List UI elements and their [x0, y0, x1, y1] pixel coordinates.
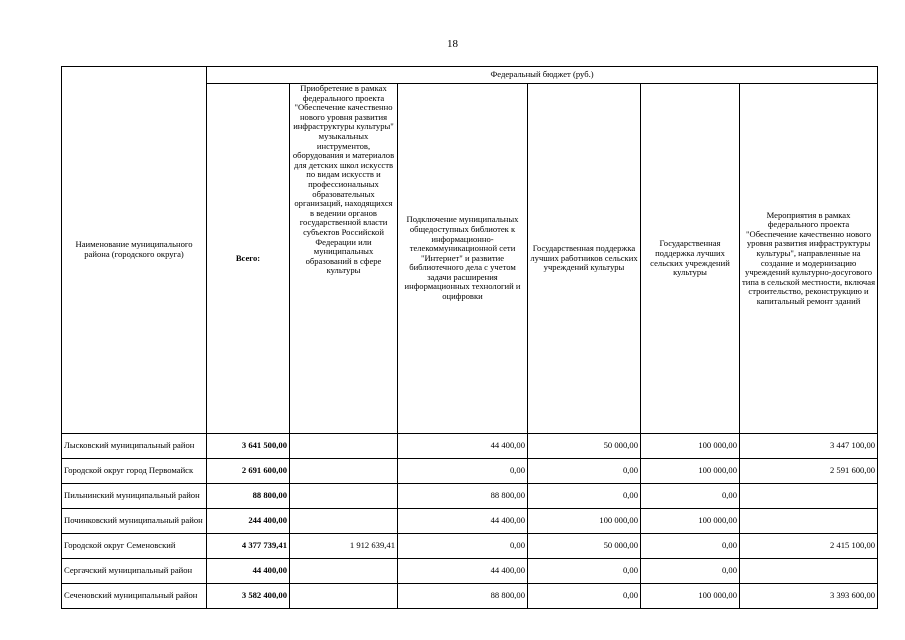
cell-total: 4 377 739,41 — [207, 534, 290, 559]
cell-libraries: 88 800,00 — [398, 584, 528, 609]
cell-infrastructure: 2 591 600,00 — [740, 459, 878, 484]
cell-infrastructure — [740, 509, 878, 534]
cell-total: 2 691 600,00 — [207, 459, 290, 484]
cell-workers: 100 000,00 — [528, 509, 641, 534]
column-header-total: Всего: — [207, 84, 290, 434]
cell-total: 244 400,00 — [207, 509, 290, 534]
cell-institutions: 0,00 — [641, 559, 740, 584]
cell-workers: 50 000,00 — [528, 534, 641, 559]
cell-workers: 0,00 — [528, 559, 641, 584]
table-row — [62, 434, 878, 459]
cell-name: Лысковский муниципальный район — [62, 434, 207, 459]
cell-name: Городской округ город Первомайск — [62, 459, 207, 484]
column-header-workers: Государственная поддержка лучших работников сельских учреждений культуры — [528, 84, 641, 434]
cell-instruments: 1 912 639,41 — [290, 534, 398, 559]
cell-infrastructure: 3 447 100,00 — [740, 434, 878, 459]
cell-institutions: 100 000,00 — [641, 459, 740, 484]
cell-institutions: 100 000,00 — [641, 584, 740, 609]
cell-name: Городской округ Семеновский — [62, 534, 207, 559]
page-number: 18 — [447, 38, 458, 50]
cell-libraries: 44 400,00 — [398, 559, 528, 584]
table-body — [62, 434, 878, 609]
cell-workers: 50 000,00 — [528, 434, 641, 459]
federal-budget-table — [61, 66, 878, 609]
cell-instruments — [290, 434, 398, 459]
table-row — [62, 484, 878, 509]
cell-name: Пильнинский муниципальный район — [62, 484, 207, 509]
cell-total: 88 800,00 — [207, 484, 290, 509]
cell-libraries: 44 400,00 — [398, 509, 528, 534]
column-header-instruments: Приобретение в рамках федерального проекта "Обеспечение качественно нового уровня развития инфраструктуры культуры" музыкальных инструментов, оборудования и материалов для детских школ искусств по видам искусств и профессиональных образовательных организаций, находящихся в ведении органов государственной власти субъектов Российской Федерации или муниципальных образований в сфере культуры — [290, 84, 398, 434]
cell-name: Сеченовский муниципальный район — [62, 584, 207, 609]
cell-workers: 0,00 — [528, 459, 641, 484]
table-row — [62, 584, 878, 609]
cell-instruments — [290, 484, 398, 509]
cell-institutions: 0,00 — [641, 534, 740, 559]
table-row — [62, 534, 878, 559]
cell-libraries: 0,00 — [398, 534, 528, 559]
cell-infrastructure — [740, 484, 878, 509]
cell-infrastructure — [740, 559, 878, 584]
column-header-name: Наименование муниципального района (городского округа) — [62, 67, 207, 434]
cell-institutions: 100 000,00 — [641, 434, 740, 459]
cell-institutions: 0,00 — [641, 484, 740, 509]
cell-instruments — [290, 459, 398, 484]
table-row — [62, 459, 878, 484]
cell-instruments — [290, 584, 398, 609]
cell-infrastructure: 3 393 600,00 — [740, 584, 878, 609]
cell-institutions: 100 000,00 — [641, 509, 740, 534]
cell-total: 3 641 500,00 — [207, 434, 290, 459]
cell-total: 3 582 400,00 — [207, 584, 290, 609]
cell-libraries: 44 400,00 — [398, 434, 528, 459]
column-header-infrastructure: Мероприятия в рамках федерального проекта "Обеспечение качественно нового уровня развития инфраструктуры культуры", направленные на создание и модернизацию учреждений культурно-досугового типа в сельской местности, включая строительство, реконструкцию и капитальный ремонт зданий — [740, 84, 878, 434]
table-header-row-top — [62, 67, 878, 84]
column-header-institutions: Государственная поддержка лучших сельских учреждений культуры — [641, 84, 740, 434]
cell-infrastructure: 2 415 100,00 — [740, 534, 878, 559]
cell-workers: 0,00 — [528, 584, 641, 609]
cell-total: 44 400,00 — [207, 559, 290, 584]
cell-workers: 0,00 — [528, 484, 641, 509]
cell-instruments — [290, 509, 398, 534]
table-row — [62, 559, 878, 584]
cell-name: Починковский муниципальный район — [62, 509, 207, 534]
column-header-libraries: Подключение муниципальных общедоступных библиотек к информационно-телекоммуникационной сети "Интернет" и развитие библиотечного дела с учетом задачи расширения информационных технологий и оцифровки — [398, 84, 528, 434]
federal-budget-header: Федеральный бюджет (руб.) — [207, 67, 878, 84]
cell-instruments — [290, 559, 398, 584]
cell-name: Сергачский муниципальный район — [62, 559, 207, 584]
table-row — [62, 509, 878, 534]
cell-libraries: 88 800,00 — [398, 484, 528, 509]
cell-libraries: 0,00 — [398, 459, 528, 484]
